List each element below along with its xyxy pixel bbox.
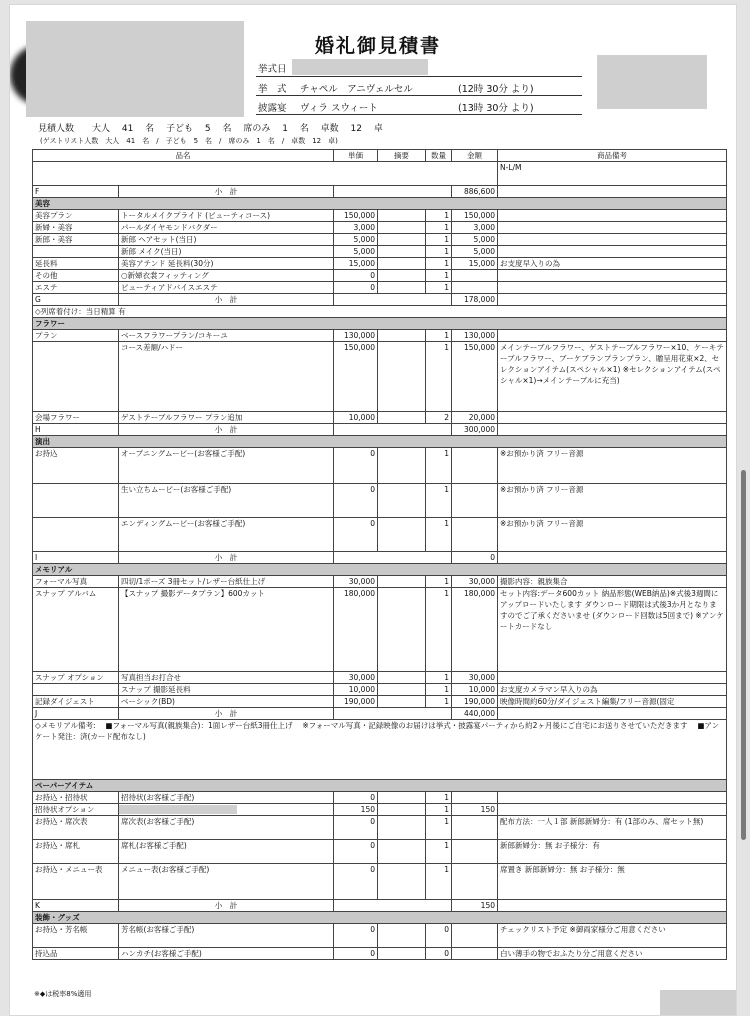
col-remarks: 商品備考	[498, 150, 727, 162]
item-name-cell: ベーシック(BD)	[119, 696, 334, 708]
amount-cell	[452, 924, 498, 948]
category-cell: フォーマル写真	[33, 576, 119, 588]
price-cell: 0	[334, 816, 378, 840]
remarks-cell: メインテーブルフラワー、ゲストテーブルフラワー×10、ケーキテーブルフラワー、ブーケブランプランプラン、贈呈用花束×2、セレクションアイテム(スペシャル×1) ※セレクションアイテム(スペシャル×1)→メインテーブルに充当)	[498, 342, 727, 412]
subtotal-label: 小 計	[119, 708, 334, 720]
tax-footnote: ※◆は税率8%適用	[34, 990, 92, 998]
item-name-cell: ゲストテーブルフラワー プラン追加	[119, 412, 334, 424]
subtotal-label: 小 計	[119, 552, 334, 564]
item-name-cell: 席次表(お客様ご手配)	[119, 816, 334, 840]
amount-cell	[452, 792, 498, 804]
category-cell: お持込	[33, 448, 119, 484]
amount-cell: 30,000	[452, 672, 498, 684]
subtotal-code: J	[33, 708, 119, 720]
remarks-cell: 映像時間約60分/ダイジェスト編集/フリー音源(固定	[498, 696, 727, 708]
category-cell: スナップ アルバム	[33, 588, 119, 672]
subtotal-row	[33, 424, 727, 436]
note-text: ◇メモリアル備考: ■フォーマル写真(親族集合)：1面レザー台紙3冊仕上げ ※フォーマル写真・記録映像のお届けは挙式・披露宴パーティから約2ヶ月後にご自宅にお送りさせていただきます ■アンケート発注：済(カード配布なし)	[33, 720, 727, 780]
item-name-cell: 生い立ちムービー(お客様ご手配)	[119, 484, 334, 518]
summary-cell	[378, 258, 426, 270]
amount-cell	[452, 282, 498, 294]
item-row	[33, 270, 727, 282]
item-name-cell	[119, 804, 334, 816]
category-cell: お持込・招待状	[33, 792, 119, 804]
subtotal-spacer	[334, 186, 452, 198]
item-name-cell: 写真担当お打合せ	[119, 672, 334, 684]
qty-cell: 2	[426, 412, 452, 424]
estimate-table	[32, 149, 727, 960]
amount-cell: 150	[452, 804, 498, 816]
subtotal-label: 小 計	[119, 424, 334, 436]
summary-cell	[378, 672, 426, 684]
item-row	[33, 696, 727, 708]
section-header-row	[33, 436, 727, 448]
category-cell	[33, 518, 119, 552]
subtotal-code: F	[33, 186, 119, 198]
summary-cell	[378, 246, 426, 258]
item-row	[33, 576, 727, 588]
qty-cell: 1	[426, 258, 452, 270]
blank-cell	[33, 162, 498, 186]
section-title: メモリアル	[33, 564, 727, 576]
ceremony-label: 挙 式	[258, 84, 287, 95]
summary-cell	[378, 948, 426, 960]
remarks-cell: お支度カメラマン早入りの為	[498, 684, 727, 696]
remarks-cell: お支度早入りの為	[498, 258, 727, 270]
category-cell: スナップ オプション	[33, 672, 119, 684]
section-header-row	[33, 198, 727, 210]
item-row	[33, 792, 727, 804]
amount-cell: 150,000	[452, 210, 498, 222]
summary-cell	[378, 330, 426, 342]
summary-cell	[378, 282, 426, 294]
category-cell: お持込・席次表	[33, 816, 119, 840]
note-row	[33, 720, 727, 780]
remarks-cell	[498, 804, 727, 816]
subtotal-amount: 440,000	[452, 708, 498, 720]
col-item: 品名	[33, 150, 334, 162]
subtotal-remarks	[498, 186, 727, 198]
price-cell: 0	[334, 282, 378, 294]
item-name-cell: エンディングムービー(お客様ご手配)	[119, 518, 334, 552]
summary-cell	[378, 412, 426, 424]
amount-cell	[452, 448, 498, 484]
item-row	[33, 804, 727, 816]
qty-cell: 1	[426, 222, 452, 234]
qty-cell: 1	[426, 270, 452, 282]
section-header-row	[33, 564, 727, 576]
col-qty: 数量	[426, 150, 452, 162]
reception-venue: ヴィラ スウィート	[300, 103, 378, 114]
document-title: 婚礼御見積書	[315, 35, 442, 57]
category-cell: エステ	[33, 282, 119, 294]
subtotal-code: I	[33, 552, 119, 564]
subtotal-spacer	[334, 552, 452, 564]
remarks-cell: 新郎新婦分：無 お子様分：有	[498, 840, 727, 864]
subtotal-label: 小 計	[119, 294, 334, 306]
item-name-cell: 芳名帳(お客様ご手配)	[119, 924, 334, 948]
summary-cell	[378, 864, 426, 900]
item-row	[33, 518, 727, 552]
subtotal-row	[33, 294, 727, 306]
item-row	[33, 246, 727, 258]
remarks-cell: ※お預かり済 フリー音源	[498, 448, 727, 484]
price-cell: 0	[334, 484, 378, 518]
subtotal-row	[33, 708, 727, 720]
remarks-cell	[498, 210, 727, 222]
item-row	[33, 924, 727, 948]
amount-cell	[452, 270, 498, 282]
category-cell: 持込品	[33, 948, 119, 960]
price-cell: 0	[334, 518, 378, 552]
section-header-row	[33, 780, 727, 792]
redacted-item	[119, 805, 238, 814]
qty-cell: 1	[426, 448, 452, 484]
summary-cell	[378, 684, 426, 696]
category-cell: お持込・席札	[33, 840, 119, 864]
item-row	[33, 258, 727, 270]
category-cell	[33, 342, 119, 412]
amount-cell: 15,000	[452, 258, 498, 270]
remarks-cell: ※お預かり済 フリー音源	[498, 484, 727, 518]
item-name-cell: コース差額/ハドー	[119, 342, 334, 412]
qty-cell: 1	[426, 840, 452, 864]
scrollbar[interactable]	[741, 470, 746, 840]
item-row	[33, 684, 727, 696]
item-name-cell: トータルメイクプライド (ビューティコース)	[119, 210, 334, 222]
qty-cell: 1	[426, 234, 452, 246]
item-row	[33, 672, 727, 684]
qty-cell: 1	[426, 672, 452, 684]
item-name-cell: 席札(お客様ご手配)	[119, 840, 334, 864]
section-header-row	[33, 318, 727, 330]
amount-cell	[452, 518, 498, 552]
qty-cell: 0	[426, 924, 452, 948]
item-name-cell: パールダイヤモンドバクダー	[119, 222, 334, 234]
subtotal-row	[33, 900, 727, 912]
category-cell: 新婦・美容	[33, 222, 119, 234]
item-name-cell: ハンカチ(お客様ご手配)	[119, 948, 334, 960]
price-cell: 5,000	[334, 246, 378, 258]
item-name-cell: ○新婦衣裳フィッティング	[119, 270, 334, 282]
subtotal-spacer	[334, 900, 452, 912]
subtotal-label: 小 計	[119, 186, 334, 198]
item-row	[33, 588, 727, 672]
summary-cell	[378, 342, 426, 412]
subtotal-row	[33, 552, 727, 564]
item-row	[33, 816, 727, 840]
category-cell	[33, 246, 119, 258]
subtotal-remarks	[498, 900, 727, 912]
amount-cell: 190,000	[452, 696, 498, 708]
section-title: 装飾・グッズ	[33, 912, 727, 924]
qty-cell: 1	[426, 484, 452, 518]
col-amount: 金額	[452, 150, 498, 162]
qty-cell: 1	[426, 246, 452, 258]
qty-cell: 1	[426, 864, 452, 900]
qty-cell: 1	[426, 282, 452, 294]
item-row	[33, 864, 727, 900]
item-row	[33, 840, 727, 864]
summary-cell	[378, 270, 426, 282]
subtotal-spacer	[334, 708, 452, 720]
remarks-cell	[498, 222, 727, 234]
price-cell: 30,000	[334, 672, 378, 684]
price-cell: 0	[334, 840, 378, 864]
amount-cell: 5,000	[452, 246, 498, 258]
redacted-footer-area	[660, 990, 737, 1016]
subtotal-amount: 886,600	[452, 186, 498, 198]
item-name-cell: ベースフラワープラン/コキーユ	[119, 330, 334, 342]
item-row	[33, 412, 727, 424]
item-name-cell: メニュー表(お客様ご手配)	[119, 864, 334, 900]
price-cell: 180,000	[334, 588, 378, 672]
section-header-row	[33, 912, 727, 924]
estimate-document	[9, 4, 737, 1016]
remarks-cell: N-L/M	[498, 162, 727, 186]
summary-cell	[378, 924, 426, 948]
ceremony-venue: チャペル アニヴェルセル	[300, 84, 413, 95]
remarks-cell	[498, 792, 727, 804]
subtotal-code: K	[33, 900, 119, 912]
item-name-cell: 新郎 ヘアセット(当日)	[119, 234, 334, 246]
amount-cell	[452, 840, 498, 864]
price-cell: 130,000	[334, 330, 378, 342]
summary-cell	[378, 588, 426, 672]
price-cell: 0	[334, 270, 378, 282]
item-name-cell: 【スナップ 撮影データプラン】600カット	[119, 588, 334, 672]
redacted-date	[292, 59, 428, 75]
price-cell: 190,000	[334, 696, 378, 708]
price-cell: 15,000	[334, 258, 378, 270]
subtotal-code: G	[33, 294, 119, 306]
remarks-cell	[498, 282, 727, 294]
guest-list-counts: (ゲストリスト人数 大人 41 名 / 子ども 5 名 / 席のみ 1 名 / 卓数 12 卓)	[40, 137, 338, 145]
amount-cell: 3,000	[452, 222, 498, 234]
summary-cell	[378, 816, 426, 840]
summary-cell	[378, 840, 426, 864]
item-row	[33, 210, 727, 222]
category-cell: 延長料	[33, 258, 119, 270]
subtotal-remarks	[498, 552, 727, 564]
qty-cell: 0	[426, 948, 452, 960]
price-cell: 5,000	[334, 234, 378, 246]
qty-cell: 1	[426, 684, 452, 696]
amount-cell: 10,000	[452, 684, 498, 696]
price-cell: 10,000	[334, 684, 378, 696]
category-cell: 新郎・美容	[33, 234, 119, 246]
price-cell: 150,000	[334, 342, 378, 412]
category-cell: お持込・芳名帳	[33, 924, 119, 948]
category-cell: 記録ダイジェスト	[33, 696, 119, 708]
section-title: 美容	[33, 198, 727, 210]
price-cell: 0	[334, 792, 378, 804]
category-cell: プラン	[33, 330, 119, 342]
item-row	[33, 484, 727, 518]
price-cell: 150,000	[334, 210, 378, 222]
amount-cell: 5,000	[452, 234, 498, 246]
summary-cell	[378, 222, 426, 234]
item-row	[33, 448, 727, 484]
item-name-cell: 新郎 メイク(当日)	[119, 246, 334, 258]
category-cell: お持込・メニュー表	[33, 864, 119, 900]
amount-cell: 150,000	[452, 342, 498, 412]
remarks-cell: チェックリスト予定 ※御両家様分ご用意ください	[498, 924, 727, 948]
remarks-cell	[498, 330, 727, 342]
remarks-cell	[498, 246, 727, 258]
note-row	[33, 306, 727, 318]
amount-cell: 180,000	[452, 588, 498, 672]
category-cell	[33, 684, 119, 696]
table-header-row	[33, 150, 727, 162]
remarks-cell: 白い薄手の物でおふたり分ご用意ください	[498, 948, 727, 960]
summary-cell	[378, 576, 426, 588]
item-name-cell: 四切/1ポーズ 3冊セット/レザー台紙仕上げ	[119, 576, 334, 588]
section-title: フラワー	[33, 318, 727, 330]
price-cell: 3,000	[334, 222, 378, 234]
item-row	[33, 948, 727, 960]
price-cell: 0	[334, 448, 378, 484]
subtotal-amount: 0	[452, 552, 498, 564]
remarks-cell	[498, 270, 727, 282]
price-cell: 30,000	[334, 576, 378, 588]
col-price: 単価	[334, 150, 378, 162]
amount-cell	[452, 864, 498, 900]
subtotal-spacer	[334, 294, 452, 306]
qty-cell: 1	[426, 330, 452, 342]
category-cell: 美容プラン	[33, 210, 119, 222]
note-text: ◇列席着付け：当日精算 有	[33, 306, 727, 318]
amount-cell	[452, 484, 498, 518]
qty-cell: 1	[426, 792, 452, 804]
price-cell: 0	[334, 924, 378, 948]
summary-cell	[378, 804, 426, 816]
item-name-cell: スナップ 撮影延長料	[119, 684, 334, 696]
category-cell: 招待状オプション	[33, 804, 119, 816]
blank-row	[33, 162, 727, 186]
item-row	[33, 234, 727, 246]
qty-cell: 1	[426, 210, 452, 222]
summary-cell	[378, 484, 426, 518]
item-row	[33, 222, 727, 234]
summary-cell	[378, 696, 426, 708]
subtotal-label: 小 計	[119, 900, 334, 912]
remarks-cell: 席置き 新郎新婦分：無 お子様分：無	[498, 864, 727, 900]
subtotal-amount: 150	[452, 900, 498, 912]
amount-cell: 20,000	[452, 412, 498, 424]
item-row	[33, 282, 727, 294]
qty-cell: 1	[426, 816, 452, 840]
summary-cell	[378, 210, 426, 222]
qty-cell: 1	[426, 696, 452, 708]
item-name-cell: ビューティアドバイスエステ	[119, 282, 334, 294]
item-name-cell: オープニングムービー(お客様ご手配)	[119, 448, 334, 484]
qty-cell: 1	[426, 804, 452, 816]
summary-cell	[378, 518, 426, 552]
qty-cell: 1	[426, 576, 452, 588]
item-row	[33, 342, 727, 412]
section-title: 演出	[33, 436, 727, 448]
redacted-logo-area	[26, 21, 244, 117]
subtotal-remarks	[498, 424, 727, 436]
subtotal-remarks	[498, 708, 727, 720]
subtotal-remarks	[498, 294, 727, 306]
price-cell: 10,000	[334, 412, 378, 424]
subtotal-amount: 178,000	[452, 294, 498, 306]
qty-cell: 1	[426, 518, 452, 552]
remarks-cell: ※お預かり済 フリー音源	[498, 518, 727, 552]
ceremony-time: (12時 30分 より)	[458, 84, 534, 95]
subtotal-spacer	[334, 424, 452, 436]
reception-time: (13時 30分 より)	[458, 103, 534, 114]
qty-cell: 1	[426, 342, 452, 412]
summary-cell	[378, 448, 426, 484]
remarks-cell	[498, 412, 727, 424]
redacted-stamp-area	[597, 55, 707, 109]
category-cell: その他	[33, 270, 119, 282]
subtotal-amount: 300,000	[452, 424, 498, 436]
remarks-cell: 配布方法：一人１部 新郎新婦分：有 (1部のみ、席セット無)	[498, 816, 727, 840]
category-cell	[33, 484, 119, 518]
item-name-cell: 招待状(お客様ご手配)	[119, 792, 334, 804]
reception-label: 披露宴	[258, 103, 287, 114]
price-cell: 0	[334, 948, 378, 960]
category-cell: 会場フラワー	[33, 412, 119, 424]
wedding-date-label: 挙式日	[258, 64, 287, 75]
amount-cell: 130,000	[452, 330, 498, 342]
remarks-cell	[498, 234, 727, 246]
estimate-counts: 見積人数 大人 41 名 子ども 5 名 席のみ 1 名 卓数 12 卓	[38, 124, 383, 134]
summary-cell	[378, 234, 426, 246]
amount-cell	[452, 816, 498, 840]
amount-cell	[452, 948, 498, 960]
price-cell: 0	[334, 864, 378, 900]
price-cell: 150	[334, 804, 378, 816]
item-row	[33, 330, 727, 342]
summary-cell	[378, 792, 426, 804]
subtotal-code: H	[33, 424, 119, 436]
remarks-cell	[498, 672, 727, 684]
amount-cell: 30,000	[452, 576, 498, 588]
qty-cell: 1	[426, 588, 452, 672]
subtotal-row	[33, 186, 727, 198]
remarks-cell: 撮影内容：親族集合	[498, 576, 727, 588]
section-title: ペーパーアイテム	[33, 780, 727, 792]
item-name-cell: 美容アテンド 延長料(30分)	[119, 258, 334, 270]
col-summary: 摘要	[378, 150, 426, 162]
remarks-cell: セット内容:データ600カット 納品形態(WEB納品)※式後3週間にアップロードいたします ダウンロード期限は式後3か月となりますのでご了承くださいませ (ダウンロード回数は5回まで) ※アンケートカードなし	[498, 588, 727, 672]
